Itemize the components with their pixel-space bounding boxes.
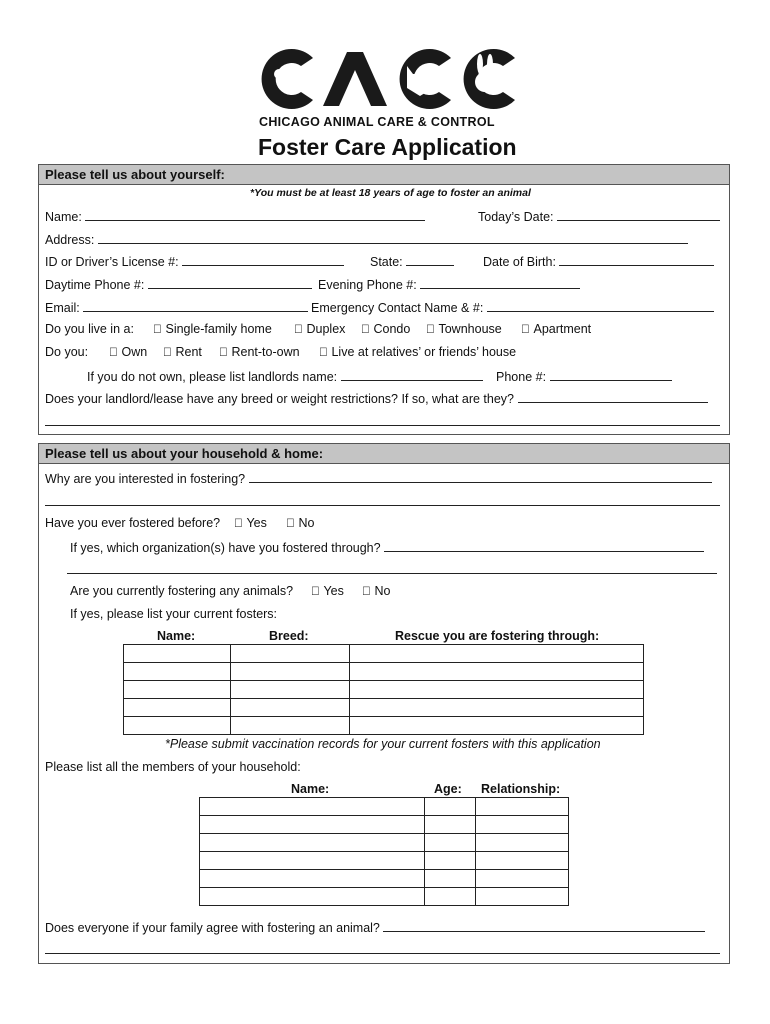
section-heading: Please tell us about yourself: <box>39 165 729 185</box>
option-label: Apartment <box>521 322 579 336</box>
table-cell[interactable] <box>425 834 476 852</box>
email-label: Email: <box>45 301 80 315</box>
table-cell[interactable] <box>231 663 350 681</box>
option-label: Rent <box>163 345 190 359</box>
table-row <box>124 645 644 663</box>
table-cell[interactable] <box>425 852 476 870</box>
checkbox-icon[interactable] <box>521 322 530 336</box>
table-row <box>124 699 644 717</box>
table-cell[interactable] <box>350 663 644 681</box>
table-row <box>200 852 569 870</box>
option-rent[interactable] <box>163 345 202 359</box>
which-org-row <box>70 539 704 555</box>
logo <box>255 44 517 136</box>
foster-col-rescue: Rescue you are fostering through: <box>395 629 600 643</box>
restrictions-field[interactable] <box>518 390 708 403</box>
table-cell[interactable] <box>350 645 644 663</box>
agree-field-2[interactable] <box>45 941 720 954</box>
option-condo[interactable] <box>361 322 410 336</box>
option-single-family[interactable] <box>153 322 272 336</box>
vaccination-note: *Please submit vaccination records for your current fosters with this application <box>165 737 601 751</box>
fostered-before-row <box>45 516 220 530</box>
option-rent-to-own[interactable] <box>219 345 300 359</box>
todays-date-label: Today’s Date: <box>478 210 554 224</box>
checkbox-icon[interactable] <box>163 345 172 359</box>
live-in-label: Do you live in a: <box>45 322 134 336</box>
option-duplex[interactable] <box>294 322 345 336</box>
checkbox-icon[interactable] <box>362 584 371 598</box>
table-cell[interactable] <box>231 699 350 717</box>
table-cell[interactable] <box>350 699 644 717</box>
landlord-field[interactable] <box>341 368 483 381</box>
table-row <box>200 798 569 816</box>
foster-col-name: Name: <box>157 629 196 643</box>
table-row <box>124 717 644 735</box>
table-cell[interactable] <box>231 645 350 663</box>
eve-phone-row <box>318 276 580 292</box>
agree-row <box>45 919 705 935</box>
checkbox-icon[interactable] <box>234 516 243 530</box>
table-cell[interactable] <box>200 834 425 852</box>
table-cell[interactable] <box>350 717 644 735</box>
fostered-before-label: Have you ever fostered before? <box>45 516 221 530</box>
emergency-field[interactable] <box>487 299 714 312</box>
emergency-label: Emergency Contact Name & #: <box>311 301 484 315</box>
table-cell[interactable] <box>200 816 425 834</box>
day-phone-label: Daytime Phone #: <box>45 278 145 292</box>
table-cell[interactable] <box>124 717 231 735</box>
table-cell[interactable] <box>200 888 425 906</box>
table-row <box>200 888 569 906</box>
table-cell[interactable] <box>231 681 350 699</box>
member-col-age: Age: <box>434 782 462 796</box>
currently-yes[interactable] <box>311 584 344 598</box>
table-cell[interactable] <box>425 870 476 888</box>
restrictions-label: Does your landlord/lease have any breed or weight restrictions? If so, what are they? <box>45 392 515 406</box>
todays-date-field[interactable] <box>557 208 720 221</box>
option-label: Condo <box>361 322 398 336</box>
option-own[interactable] <box>109 345 147 359</box>
option-label: No <box>362 584 378 598</box>
foster-col-breed: Breed: <box>269 629 309 643</box>
day-phone-row <box>45 276 312 292</box>
landlord-phone-row <box>496 368 672 384</box>
option-townhouse[interactable] <box>426 322 502 336</box>
landlord-phone-field[interactable] <box>550 368 672 381</box>
table-row <box>124 663 644 681</box>
option-label: Rent-to-own <box>219 345 288 359</box>
checkbox-icon[interactable] <box>311 584 320 598</box>
table-cell[interactable] <box>200 852 425 870</box>
day-phone-field[interactable] <box>148 276 312 289</box>
email-row <box>45 299 308 315</box>
checkbox-icon[interactable] <box>286 516 295 530</box>
table-cell[interactable] <box>425 798 476 816</box>
option-label: Yes <box>234 516 255 530</box>
eve-phone-field[interactable] <box>420 276 580 289</box>
why-field-2[interactable] <box>45 493 720 506</box>
landlord-row <box>87 368 483 384</box>
checkbox-icon[interactable] <box>361 322 370 336</box>
currently-no[interactable] <box>362 584 390 598</box>
table-cell[interactable] <box>124 645 231 663</box>
cacc-logo-mark <box>255 44 517 114</box>
address-label: Address: <box>45 233 95 247</box>
table-cell[interactable] <box>476 816 569 834</box>
page-title: Foster Care Application <box>258 134 517 160</box>
option-live-with-relatives[interactable] <box>319 345 516 359</box>
table-row <box>200 834 569 852</box>
which-org-field[interactable] <box>384 539 704 552</box>
currently-label: Are you currently fostering any animals? <box>70 584 294 598</box>
todays-date-row <box>478 208 720 224</box>
currently-row <box>70 584 293 598</box>
list-current-label: If yes, please list your current fosters: <box>70 607 278 621</box>
option-label: Townhouse <box>426 322 490 336</box>
landlord-phone-label: Phone #: <box>496 370 547 384</box>
table-cell[interactable] <box>124 663 231 681</box>
option-label: Live at relatives’ or friends’ house <box>319 345 504 359</box>
do-you-label: Do you: <box>45 345 89 359</box>
table-cell[interactable] <box>124 699 231 717</box>
state-label: State: <box>370 255 403 269</box>
option-label: No <box>286 516 302 530</box>
fostered-yes[interactable] <box>234 516 267 530</box>
email-field[interactable] <box>83 299 308 312</box>
table-cell[interactable] <box>200 870 425 888</box>
dob-label: Date of Birth: <box>483 255 556 269</box>
option-label: Own <box>109 345 135 359</box>
id-row <box>45 253 344 269</box>
table-cell[interactable] <box>425 816 476 834</box>
why-row <box>45 470 712 486</box>
fostered-no[interactable] <box>286 516 314 530</box>
table-cell[interactable] <box>425 888 476 906</box>
state-field[interactable] <box>406 253 454 266</box>
age-note: *You must be at least 18 years of age to foster an animal <box>250 187 531 199</box>
checkbox-icon[interactable] <box>219 345 228 359</box>
why-label: Why are you interested in fostering? <box>45 472 246 486</box>
emergency-row <box>311 299 714 315</box>
table-cell[interactable] <box>476 798 569 816</box>
table-cell[interactable] <box>231 717 350 735</box>
checkbox-icon[interactable] <box>109 345 118 359</box>
state-row <box>370 253 454 269</box>
member-col-relationship: Relationship: <box>481 782 561 796</box>
landlord-label: If you do not own, please list landlords name: <box>87 370 338 384</box>
table-cell[interactable] <box>476 834 569 852</box>
section-heading: Please tell us about your household & home: <box>39 444 729 464</box>
current-fosters-table <box>123 644 644 735</box>
checkbox-icon[interactable] <box>294 322 303 336</box>
agree-field[interactable] <box>383 919 705 932</box>
dob-row <box>483 253 714 269</box>
address-row <box>45 231 688 247</box>
table-cell[interactable] <box>200 798 425 816</box>
why-field[interactable] <box>249 470 712 483</box>
checkbox-icon[interactable] <box>426 322 435 336</box>
restrictions-field-2[interactable] <box>45 413 720 426</box>
live-in-row <box>45 322 134 336</box>
id-field[interactable] <box>182 253 344 266</box>
option-label: Duplex <box>294 322 333 336</box>
checkbox-icon[interactable] <box>319 345 328 359</box>
household-table <box>199 797 569 906</box>
table-cell[interactable] <box>476 870 569 888</box>
option-label: Single-family home <box>153 322 260 336</box>
name-field[interactable] <box>85 208 425 221</box>
name-row <box>45 208 425 224</box>
which-org-label: If yes, which organization(s) have you fostered through? <box>70 541 381 555</box>
checkbox-icon[interactable] <box>153 322 162 336</box>
address-field[interactable] <box>98 231 688 244</box>
id-label: ID or Driver’s License #: <box>45 255 179 269</box>
restrictions-row <box>45 390 708 406</box>
table-row <box>200 816 569 834</box>
name-label: Name: <box>45 210 82 224</box>
household-label: Please list all the members of your household: <box>45 760 301 774</box>
dob-field[interactable] <box>559 253 714 266</box>
logo-subtitle: CHICAGO ANIMAL CARE & CONTROL <box>259 115 495 129</box>
eve-phone-label: Evening Phone #: <box>318 278 417 292</box>
member-col-name: Name: <box>291 782 330 796</box>
option-label: Yes <box>311 584 332 598</box>
table-cell[interactable] <box>476 888 569 906</box>
table-row <box>200 870 569 888</box>
table-row <box>124 681 644 699</box>
option-apartment[interactable] <box>521 322 591 336</box>
table-cell[interactable] <box>350 681 644 699</box>
do-you-row <box>45 345 88 359</box>
agree-label: Does everyone if your family agree with fostering an animal? <box>45 921 380 935</box>
table-cell[interactable] <box>476 852 569 870</box>
which-org-field-2[interactable] <box>67 561 717 574</box>
table-cell[interactable] <box>124 681 231 699</box>
